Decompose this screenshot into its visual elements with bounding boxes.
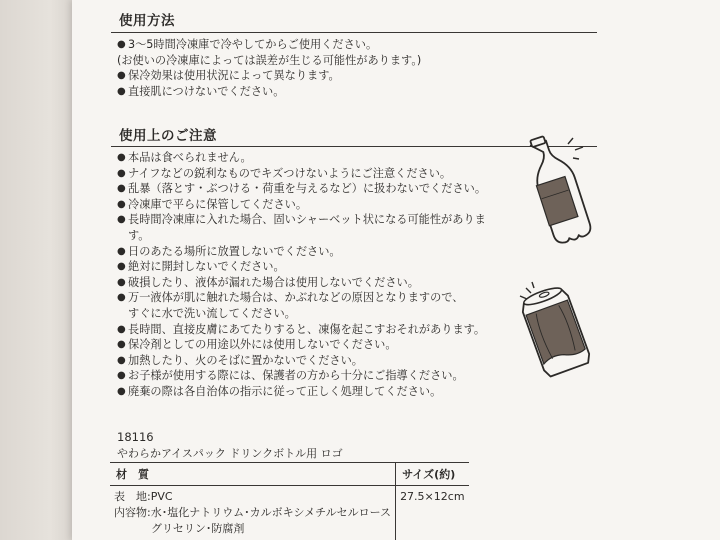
list-item — [117, 181, 486, 197]
list-item-text: 乱暴（落とす・ぶつける・荷重を与えるなど）に扱わないでください。 — [128, 182, 487, 196]
list-item-text: 日のあたる場所に放置しないでください。 — [128, 244, 341, 258]
bullet-icon: ● — [117, 245, 126, 257]
list-item — [117, 384, 486, 400]
list-item-text: 長時間、直接皮膚にあてたりすると、凍傷を起こすおそれがあります。 — [128, 322, 486, 336]
background-edge — [0, 0, 72, 540]
usage-list — [117, 37, 421, 99]
list-item-text: 冷凍庫で平らに保管してください。 — [128, 197, 308, 211]
bullet-icon: ● — [117, 276, 126, 288]
list-item-text: 加熱したり、火のそばに置かないでください。 — [128, 353, 363, 367]
bullet-icon: ● — [117, 370, 126, 382]
list-item-text: 破損したり、液体が漏れた場合は使用しないでください。 — [128, 275, 419, 289]
list-item-text: 廃棄の際は各自治体の指示に従って正しく処理してください。 — [128, 384, 442, 398]
bullet-icon: ● — [117, 292, 126, 304]
list-item-text: 万一液体が肌に触れた場合は、かぶれなどの原因となりますので、 — [128, 291, 464, 305]
list-item — [117, 259, 486, 275]
spec-header-row — [110, 463, 469, 486]
surface-material: 表 地:PVC — [114, 490, 173, 503]
list-item — [117, 353, 486, 369]
spec-table — [110, 462, 469, 540]
caution-list — [117, 150, 486, 400]
size-value: 27.5×12cm — [400, 490, 465, 503]
bullet-icon: ● — [117, 167, 126, 179]
bullet-icon: ● — [117, 152, 126, 163]
list-item — [117, 322, 486, 338]
list-item-text: ナイフなどの鋭利なものでキズつけないようにご注意ください。 — [128, 166, 452, 180]
bullet-icon: ● — [117, 261, 126, 273]
list-item — [117, 368, 486, 384]
list-item — [117, 244, 486, 260]
list-item-text: 保冷効果は使用状況によって異なります。 — [128, 69, 340, 83]
list-item — [117, 84, 421, 100]
list-item — [117, 166, 486, 182]
list-item-text: 絶対に開封しないでください。 — [128, 260, 285, 274]
contents-material-cont: グリセリン･防腐剤 — [151, 522, 245, 535]
list-item — [117, 290, 486, 306]
bullet-icon: ● — [117, 385, 126, 397]
contents-material: 内容物:水･塩化ナトリウム･カルボキシメチルセルロース — [114, 506, 392, 519]
list-item — [117, 275, 486, 291]
usage-heading-rule — [111, 32, 597, 33]
list-item-text: 長時間冷凍庫に入れた場合、固いシャーベット状になる可能性がありま — [128, 213, 486, 227]
list-item-text: お子様が使用する際には、保護者の方から十分にご指導ください。 — [128, 369, 464, 383]
bullet-icon: ● — [117, 85, 126, 97]
list-item-continuation: す。 — [128, 228, 150, 242]
caution-heading: 使用上のご注意 — [119, 128, 217, 144]
list-item-note: (お使いの冷凍庫によっては誤差が生じる可能性があります。) — [117, 53, 422, 67]
list-item-continuation: すぐに水で洗い流してください。 — [128, 306, 296, 320]
bullet-icon: ● — [117, 339, 126, 351]
bullet-icon: ● — [117, 214, 126, 226]
list-item — [117, 337, 486, 353]
list-item-text: 保冷剤としての用途以外には使用しないでください。 — [128, 338, 397, 352]
product-code: 18116 — [117, 430, 154, 444]
bullet-icon: ● — [117, 198, 126, 210]
list-item-text: 本品は食べられません。 — [128, 151, 252, 164]
bullet-icon: ● — [117, 70, 126, 82]
bullet-icon: ● — [117, 183, 126, 195]
material-header: 材 質 — [110, 463, 396, 486]
list-item — [117, 68, 421, 84]
list-item — [117, 150, 486, 166]
bullet-icon: ● — [117, 39, 126, 50]
list-item — [117, 197, 486, 213]
material-cell — [110, 486, 396, 540]
spec-body-row — [110, 486, 469, 540]
size-cell — [396, 486, 469, 540]
bottle-icon — [510, 132, 602, 250]
size-header: サイズ(約) — [396, 463, 469, 486]
list-item — [117, 212, 486, 228]
product-name: やわらかアイスパック ドリンクボトル用 ロゴ — [117, 447, 343, 460]
bullet-icon: ● — [117, 354, 126, 366]
usage-heading: 使用方法 — [119, 13, 175, 29]
bullet-icon: ● — [117, 323, 126, 335]
list-item-text: 3～5時間冷凍庫で冷やしてからご使用ください。 — [128, 38, 378, 51]
can-icon — [510, 278, 602, 388]
list-item-text: 直接肌につけないでください。 — [128, 84, 285, 98]
list-item — [117, 37, 421, 53]
